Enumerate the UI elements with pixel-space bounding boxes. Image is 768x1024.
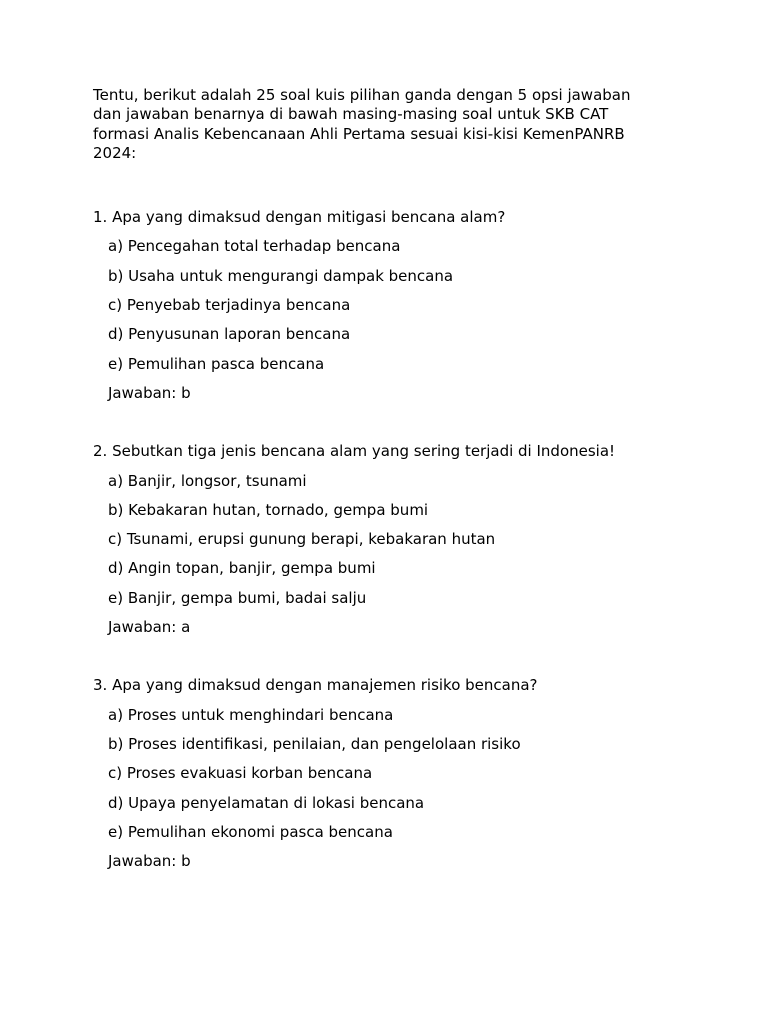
question-text: 1. Apa yang dimaksud dengan mitigasi bencana alam? [93,208,506,227]
intro-paragraph [93,86,673,163]
option-e: e) Pemulihan ekonomi pasca bencana [108,822,393,841]
question-1 [93,203,673,408]
intro-line: Tentu, berikut adalah 25 soal kuis pilihan ganda dengan 5 opsi jawaban [93,86,631,104]
option-c: c) Proses evakuasi korban bencana [108,764,373,783]
option-b: b) Proses identifikasi, penilaian, dan pengelolaan risiko [108,734,521,753]
answer-line: Jawaban: a [108,618,191,637]
option-c: c) Penyebab terjadinya bencana [108,296,351,315]
document-page [93,86,673,876]
intro-line: dan jawaban benarnya di bawah masing-masing soal untuk SKB CAT [93,105,609,124]
option-a: a) Proses untuk menghindari bencana [108,705,394,724]
option-a: a) Banjir, longsor, tsunami [108,471,307,490]
option-d: d) Penyusunan laporan bencana [108,325,351,344]
option-d: d) Upaya penyelamatan di lokasi bencana [108,793,425,812]
question-text: 3. Apa yang dimaksud dengan manajemen risiko bencana? [93,676,538,695]
question-text: 2. Sebutkan tiga jenis bencana alam yang sering terjadi di Indonesia! [93,442,616,461]
intro-line: 2024: [93,143,137,162]
question-3 [93,671,673,876]
option-b: b) Kebakaran hutan, tornado, gempa bumi [108,500,429,519]
answer-line: Jawaban: b [108,852,191,871]
option-a: a) Pencegahan total terhadap bencana [108,237,401,256]
option-c: c) Tsunami, erupsi gunung berapi, kebakaran hutan [108,530,496,549]
option-d: d) Angin topan, banjir, gempa bumi [108,559,376,578]
intro-line: formasi Analis Kebencanaan Ahli Pertama sesuai kisi-kisi KemenPANRB [93,124,625,143]
option-b: b) Usaha untuk mengurangi dampak bencana [108,266,454,285]
option-e: e) Banjir, gempa bumi, badai salju [108,588,367,607]
question-2 [93,437,673,642]
answer-line: Jawaban: b [108,383,191,402]
option-e: e) Pemulihan pasca bencana [108,354,325,373]
